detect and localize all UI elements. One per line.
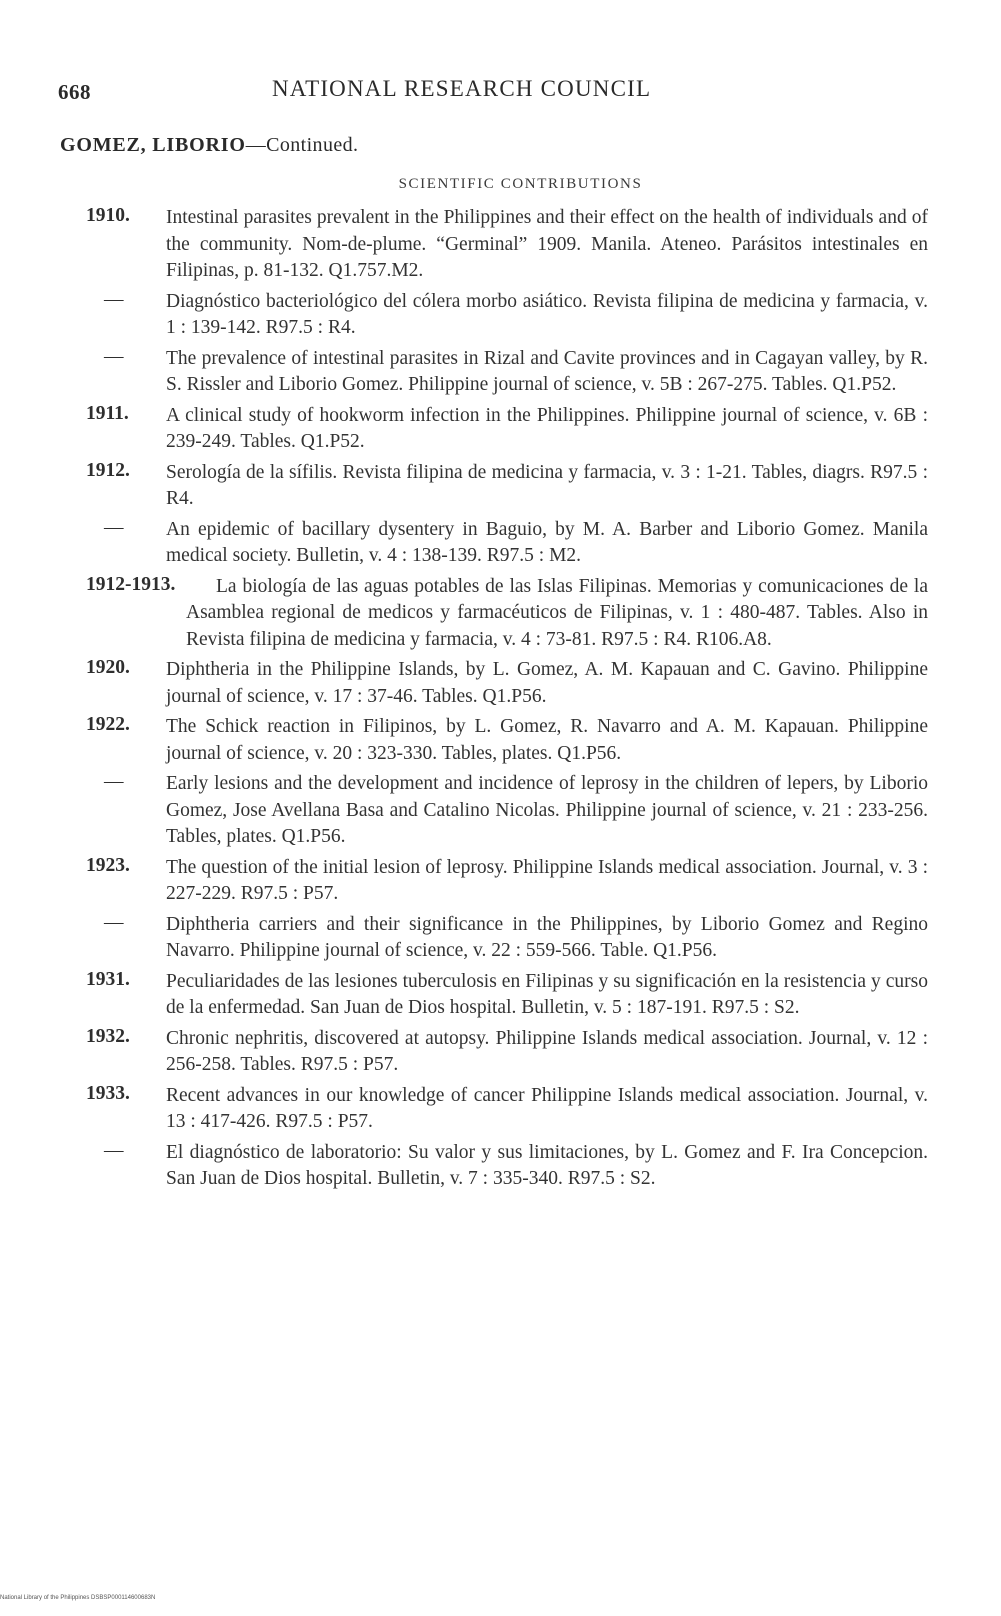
bib-date: — [104, 516, 124, 538]
bib-citation: Early lesions and the development and incidence of leprosy in the children of lepers, by Liborio Gomez, Jose Avellana Basa and Catalino Nicolas. Philippine journal of science, v. 21 : 233-256. Tables, plates. Q1.P56. [166, 773, 928, 847]
bib-entry [86, 289, 928, 342]
bib-citation: Recent advances in our knowledge of cancer Philippine Islands medical association. Journal, v. 13 : 417-426. R97.5 : P57. [166, 1084, 928, 1132]
bib-date: 1923. [86, 854, 130, 876]
bib-date: — [104, 345, 124, 367]
bib-date: — [104, 288, 124, 310]
bib-date: — [104, 1139, 124, 1161]
bib-citation: A clinical study of hookworm infection in the Philippines. Philippine journal of science, v. 6B : 239-249. Tables. Q1.P52. [166, 404, 928, 452]
bib-citation: Diphtheria in the Philippine Islands, by L. Gomez, A. M. Kapauan and C. Gavino. Philippine journal of science, v. 17 : 37-46. Tables. Q1.P56. [166, 659, 928, 707]
bib-entry [86, 460, 928, 513]
bib-date: 1920. [86, 657, 130, 678]
page-number: 668 [58, 80, 91, 104]
bib-date: 1931. [86, 968, 130, 990]
bib-entry [86, 714, 928, 767]
running-head: NATIONAL RESEARCH COUNCIL [272, 76, 652, 101]
bib-entry [86, 855, 928, 908]
bib-entry [86, 205, 928, 285]
bib-citation: The question of the initial lesion of leprosy. Philippine Islands medical association. Journal, v. 3 : 227-229. R97.5 : P57. [166, 856, 928, 904]
bibliography-list [86, 205, 928, 1197]
bib-citation: Serología de la sífilis. Revista filipina de medicina y farmacia, v. 3 : 1-21. Tables, diagrs. R97.5 : R4. [166, 461, 928, 509]
bib-date: 1932. [86, 1025, 130, 1047]
bib-citation: Diphtheria carriers and their significance in the Philippines, by Liborio Gomez and Regino Navarro. Philippine journal of science, v. 22 : 559-566. Table. Q1.P56. [166, 913, 928, 961]
bib-date: 1933. [86, 1082, 130, 1104]
bib-citation: The Schick reaction in Filipinos, by L. Gomez, R. Navarro and A. M. Kapauan. Philippine journal of science, v. 20 : 323-330. Tables, plates. Q1.P56. [166, 716, 928, 764]
bib-citation: La biología de las aguas potables de las Islas Filipinas. Memorias y comunicaciones de la Asamblea regional de medicos y farmacéuticos de Filipinas, v. 1 : 480-487. Tables. Also in Revista filipina de medicina y farmacia, v. 4 : 73-81. R97.5 : R4. R106.A8. [186, 575, 928, 650]
bib-entry [86, 403, 928, 456]
entry-continued: —Continued. [245, 134, 359, 156]
bib-citation: Intestinal parasites prevalent in the Philippines and their effect on the health of individuals and of the community. Nom-de-plume. “Germinal” 1909. Manila. Ateneo. Parásitos intestinales en Filipinas, p. 81-132. Q1.757.M2. [166, 207, 928, 281]
bib-citation: An epidemic of bacillary dysentery in Baguio, by M. A. Barber and Liborio Gomez. Manila medical society. Bulletin, v. 4 : 138-139. R97.5 : M2. [166, 518, 928, 566]
bib-entry [86, 657, 928, 710]
entry-heading [60, 134, 358, 157]
bib-citation: El diagnóstico de laboratorio: Su valor y sus limitaciones, by L. Gomez and F. Ira Concepcion. San Juan de Dios hospital. Bulletin, v. 7 : 335-340. R97.5 : S2. [166, 1141, 928, 1189]
bib-entry [86, 771, 928, 851]
bib-date: 1912. [86, 459, 130, 481]
bib-entry [86, 517, 928, 570]
bib-date: 1910. [86, 205, 130, 226]
bib-citation: Peculiaridades de las lesiones tuberculosis en Filipinas y su significación en la resistencia y curso de la enfermedad. San Juan de Dios hospital. Bulletin, v. 5 : 187-191. R97.5 : S2. [166, 970, 928, 1018]
bib-entry [86, 346, 928, 399]
bib-date: 1911. [86, 402, 129, 424]
bib-entry [86, 1026, 928, 1079]
bib-entry [86, 1083, 928, 1136]
bib-entry [86, 912, 928, 965]
bib-date: 1922. [86, 714, 130, 735]
bib-date: — [104, 911, 124, 933]
section-title: SCIENTIFIC CONTRIBUTIONS [398, 176, 643, 192]
scan-footer: National Library of the Philippines DSBSP000114600683N [0, 1595, 156, 1601]
bib-entry [86, 574, 928, 654]
bib-citation: The prevalence of intestinal parasites in Rizal and Cavite provinces and in Cagayan valley, by R. S. Rissler and Liborio Gomez. Philippine journal of science, v. 5B : 267-275. Tables. Q1.P52. [166, 347, 928, 395]
bib-citation: Chronic nephritis, discovered at autopsy. Philippine Islands medical association. Journal, v. 12 : 256-258. Tables. R97.5 : P57. [166, 1027, 928, 1075]
bib-citation: Diagnóstico bacteriológico del cólera morbo asiático. Revista filipina de medicina y farmacia, v. 1 : 139-142. R97.5 : R4. [166, 290, 928, 338]
bib-date: — [104, 771, 124, 792]
bib-entry [86, 969, 928, 1022]
bib-date: 1912-1913. [86, 573, 176, 595]
bib-entry [86, 1140, 928, 1193]
entry-name: GOMEZ, LIBORIO [60, 134, 246, 156]
